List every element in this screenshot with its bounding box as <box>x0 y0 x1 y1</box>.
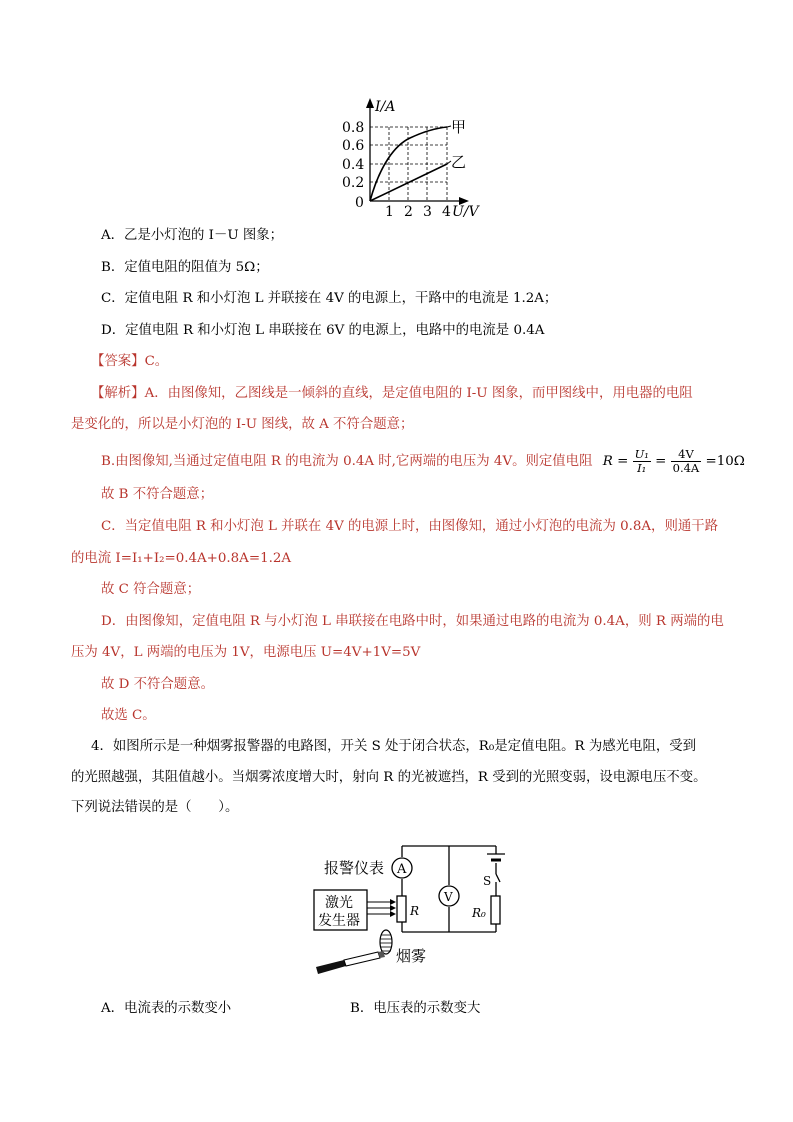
smoke-alarm-circuit <box>0 830 793 1000</box>
switch-label: S <box>483 874 492 888</box>
x-axis-label: U/V <box>452 204 479 220</box>
curve-yi-label: 乙 <box>451 153 467 171</box>
x-tick: 2 <box>404 204 413 220</box>
x-tick: 1 <box>385 204 394 220</box>
ammeter-label: A <box>397 862 407 877</box>
y-tick: 0.6 <box>342 138 365 154</box>
y-axis-label: I/A <box>375 99 396 115</box>
q4-line-3: 下列说法错误的是（ ）。 <box>71 800 239 815</box>
q4-line-2: 的光照越强，其阻值越小。当烟雾浓度增大时，射向 R 的光被遮挡，R 受到的光照变弱，设电源电压不变。 <box>71 770 707 785</box>
alarm-meter-label: 报警仪表 <box>324 859 385 877</box>
analysis-line-4: 故 B 不符合题意； <box>101 487 214 502</box>
voltmeter-label: V <box>444 890 453 904</box>
analysis-line-7: 故 C 符合题意； <box>101 582 201 597</box>
option-b: B．定值电阻的阻值为 5Ω； <box>101 260 269 275</box>
resistor-r <box>397 896 406 922</box>
laser-label-1: 激光 <box>325 895 353 911</box>
q4-option-b: B．电压表的示数变大 <box>350 1001 481 1016</box>
cigarette-icon <box>316 951 385 974</box>
analysis-line-2: 是变化的，所以是小灯泡的 I-U 图线，故 A 不符合题意； <box>71 417 414 432</box>
switch-icon <box>496 874 500 882</box>
answer-text: C。 <box>144 354 169 369</box>
origin-label: 0 <box>355 195 364 211</box>
answer-line <box>91 352 168 372</box>
analysis-line-1: 【解析】A．由图像知，乙图线是一倾斜的直线，是定值电阻的 I-U 图象，而甲图线中，用电器的电阻 <box>91 386 693 401</box>
option-d: D．定值电阻 R 和小灯泡 L 串联接在 6V 的电源上，电路中的电流是 0.4A <box>101 323 545 338</box>
laser-label-2: 发生器 <box>318 913 360 929</box>
resistor-r0 <box>491 896 500 924</box>
smoke-label: 烟雾 <box>396 947 427 965</box>
option-c: C．定值电阻 R 和小灯泡 L 并联接在 4V 的电源上，干路中的电流是 1.2A； <box>101 291 558 306</box>
smoke-icon <box>380 930 392 954</box>
x-tick: 3 <box>423 204 432 220</box>
y-tick: 0.2 <box>342 175 365 191</box>
analysis-line-10: 故 D 不符合题意。 <box>101 677 214 692</box>
analysis-line-11: 故选 C。 <box>101 708 156 723</box>
analysis-line-8: D．由图像知，定值电阻 R 与小灯泡 L 串联接在电路中时，如果通过电路的电流为 0.4A，则 R 两端的电 <box>101 614 724 629</box>
x-tick: 4 <box>442 204 451 220</box>
q4-option-a: A．电流表的示数变小 <box>101 1001 232 1016</box>
analysis-line-6: 的电流 I=I₁+I₂=0.4A+0.8A=1.2A <box>71 551 292 566</box>
analysis-line-3: B.由图像知,当通过定值电阻 R 的电流为 0.4A 时,它两端的电压为 4V。则定值电阻 R = $\frac{\text{U₁}}{\text{I₁}}$ = $\frac{4V}{0.4A}$ =10Ω <box>101 447 745 475</box>
option-a: A．乙是小灯泡的 I－U 图象； <box>101 228 284 243</box>
y-tick: 0.8 <box>342 120 365 136</box>
answer-tag: 【答案】 <box>91 354 145 369</box>
analysis-line-9: 压为 4V，L 两端的电压为 1V，电源电压 U=4V+1V=5V <box>71 645 421 660</box>
iu-graph <box>0 0 793 230</box>
formula-r: R = $\frac{\text{U₁}}{\text{I₁}}$ = $\frac{4V}{0.4A}$ =10Ω <box>602 447 745 475</box>
curve-jia-label: 甲 <box>451 118 467 136</box>
resistor-r0-label: R₀ <box>472 906 486 920</box>
y-tick: 0.4 <box>342 157 365 173</box>
analysis-line-5: C．当定值电阻 R 和小灯泡 L 并联在 4V 的电源上时，由图像知，通过小灯泡的电流为 0.8A，则通干路 <box>101 519 719 534</box>
q4-line-1: 4．如图所示是一种烟雾报警器的电路图，开关 S 处于闭合状态，R₀是定值电阻。R 为感光电阻，受到 <box>91 739 697 754</box>
resistor-r-label: R <box>410 904 420 918</box>
analysis-tag: 【解析】 <box>91 386 145 401</box>
